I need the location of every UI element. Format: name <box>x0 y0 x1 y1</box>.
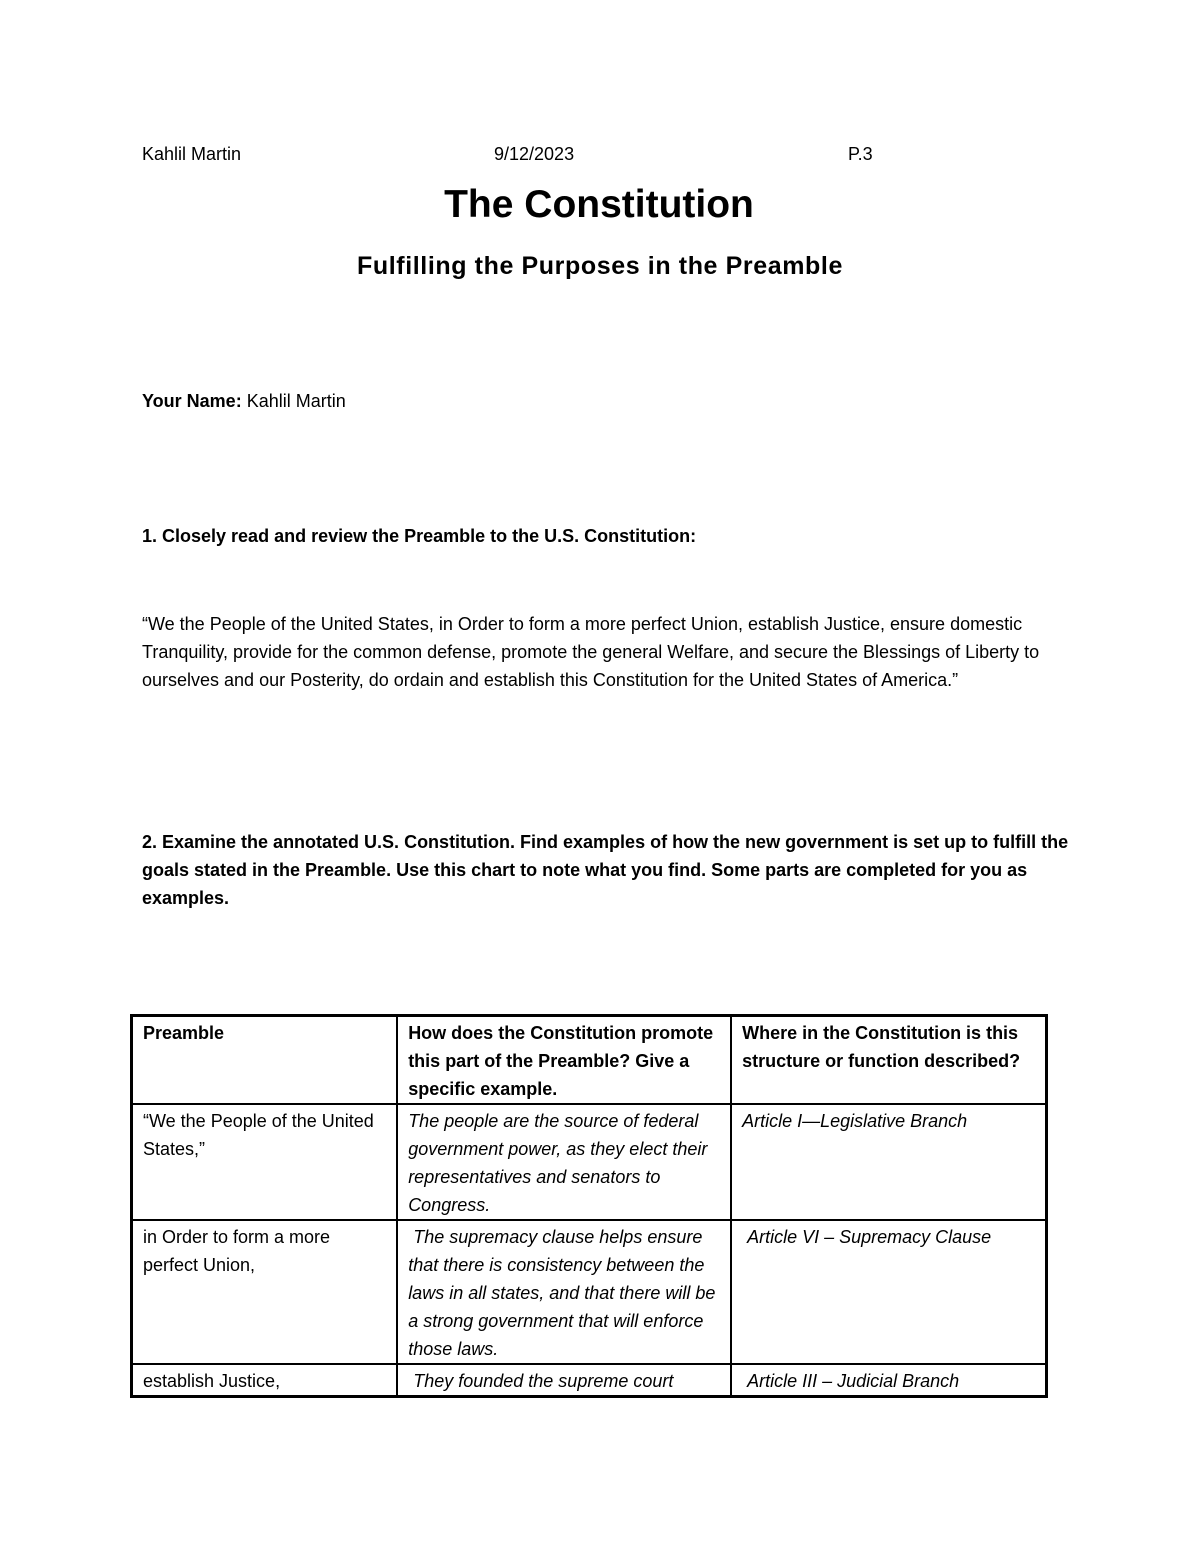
your-name-value: Kahlil Martin <box>246 391 346 411</box>
table-cell-where: Article VI – Supremacy Clause <box>731 1220 1046 1364</box>
table-row <box>132 1364 1047 1397</box>
table-row <box>132 1104 1047 1220</box>
table-header-preamble: Preamble <box>132 1016 398 1105</box>
preamble-chart-table <box>130 1014 1048 1398</box>
table-cell-how: The people are the source of federal government power, as they elect their representatives and senators to Congress. <box>397 1104 731 1220</box>
document-subtitle: Fulfilling the Purposes in the Preamble <box>357 252 843 280</box>
table-header-how: How does the Constitution promote this part of the Preamble? Give a specific example. <box>397 1016 731 1105</box>
table-cell-preamble: establish Justice, <box>132 1364 398 1397</box>
table-cell-how: The supremacy clause helps ensure that there is consistency between the laws in all states, and that there will be a strong government that will enforce those laws. <box>397 1220 731 1364</box>
table-cell-preamble: in Order to form a more perfect Union, <box>132 1220 398 1364</box>
your-name-label: Your Name: <box>142 391 242 411</box>
header-student-name: Kahlil Martin <box>142 144 242 164</box>
table-header-where: Where in the Constitution is this structure or function described? <box>731 1016 1046 1105</box>
table-cell-how: They founded the supreme court <box>397 1364 731 1397</box>
table-row <box>132 1220 1047 1364</box>
your-name-line <box>142 391 346 412</box>
table-cell-where: Article I—Legislative Branch <box>731 1104 1046 1220</box>
header-date: 9/12/2023 <box>494 144 575 164</box>
table-cell-preamble: “We the People of the United States,” <box>132 1104 398 1220</box>
preamble-quote: “We the People of the United States, in Order to form a more perfect Union, establish Justice, ensure domestic Tranquility, provide for the common defense, promote the general Welfare, and secure the Blessings of Liberty to ourselves and our Posterity, do ordain and establish this Constitution for the United States of America.” <box>142 614 1040 690</box>
question-1: 1. Closely read and review the Preamble to the U.S. Constitution: <box>142 526 697 546</box>
table-header-row <box>132 1016 1047 1105</box>
document-header <box>142 144 872 170</box>
document-title: The Constitution <box>444 183 754 226</box>
header-period: P.3 <box>848 144 873 164</box>
question-2: 2. Examine the annotated U.S. Constitution. Find examples of how the new government is set up to fulfill the goals stated in the Preamble. Use this chart to note what you find. Some parts are completed for you as examples. <box>142 832 1069 908</box>
table-cell-where: Article III – Judicial Branch <box>731 1364 1046 1397</box>
